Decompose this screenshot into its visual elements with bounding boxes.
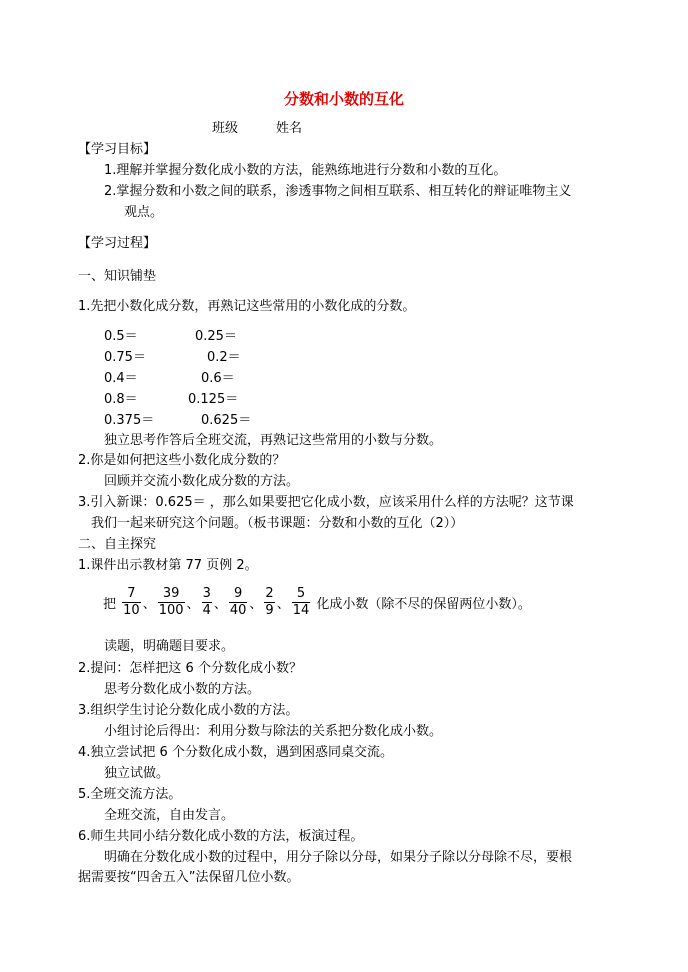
exploration-3: 3.组织学生讨论分数化成小数的方法。 [78,703,299,718]
decimal-item: 0.625＝ [201,413,252,428]
decimal-item: 0.125＝ [188,392,239,407]
fraction [158,586,185,619]
fraction-separator: 、 [186,597,200,612]
question-2-note: 回顾并交流小数化成分数的方法。 [104,474,300,489]
exploration-2: 2.提问：怎样把这 6 个分数化成小数？ [78,661,302,676]
fraction-numerator: 2 [265,586,274,601]
section-2-heading: 二、自主探究 [78,537,157,552]
decimal-item: 0.5＝ [104,329,138,344]
exploration-3-note: 小组讨论后得出：利用分数与除法的关系把分数化成小数。 [104,724,443,739]
process-heading: 【学习过程】 [78,236,157,251]
fraction-denominator: 14 [292,603,310,618]
fraction-separator: 、 [249,597,263,612]
exploration-1: 1.课件出示教材第 77 页例 2。 [78,558,258,573]
fraction-denominator: 40 [229,603,247,618]
question-2: 2.你是如何把这些小数化成分数的？ [78,453,286,468]
fraction-numerator: 5 [292,586,311,603]
fraction [229,586,248,619]
decimal-item: 0.375＝ [104,413,155,428]
fraction-row-prefix: 把 [103,597,117,612]
fraction-numerator: 3 [202,586,211,601]
decimal-item: 0.75＝ [104,350,146,365]
goal-1: 1.理解并掌握分数化成小数的方法，能熟练地进行分数和小数的互化。 [104,163,507,178]
exploration-6-note: 明确在分数化成小数的过程中，用分子除以分母，如果分子除以分母除不尽，要根 [104,850,573,865]
fraction-separator: 、 [142,597,156,612]
question-1: 1.先把小数化成分数，再熟记这些常用的小数化成的分数。 [78,299,416,314]
fraction-denominator: 4 [202,603,211,618]
decimal-item: 0.25＝ [195,329,237,344]
goal-2: 2.掌握分数和小数之间的联系，渗透事物之间相互联系、相互转化的辩证唯物主义 [104,184,572,199]
fraction-row [103,586,531,619]
decimal-item: 0.6＝ [201,371,235,386]
question-3: 3.引入新课：0.625＝ ，那么如果要把它化成小数，应该采用什么样的方法呢？这节课 [78,495,574,510]
fraction-separator: 、 [276,597,290,612]
decimal-item: 0.2＝ [207,350,241,365]
exploration-6: 6.师生共同小结分数化成小数的方法，板演过程。 [78,829,364,844]
fraction [122,586,141,619]
fraction-denominator: 100 [158,603,184,618]
page-title: 分数和小数的互化 [283,90,404,108]
fraction-numerator: 7 [122,586,141,603]
fraction-denominator: 9 [265,603,274,618]
fraction-separator: 、 [213,597,227,612]
exploration-5-note: 全班交流，自由发言。 [104,808,235,823]
goal-2-cont: 观点。 [124,205,164,220]
section-1-heading: 一、知识铺垫 [78,269,157,284]
name-label: 姓名 [276,121,303,136]
exploration-4-note: 独立试做。 [104,766,170,781]
question-1-note: 独立思考作答后全班交流，再熟记这些常用的小数与分数。 [104,433,443,448]
fraction-numerator: 9 [229,586,248,603]
exploration-2-note: 思考分数化成小数的方法。 [104,682,261,697]
exploration-1-note: 读题，明确题目要求。 [104,639,235,654]
exploration-4: 4.独立尝试把 6 个分数化成小数，遇到困惑同桌交流。 [78,745,393,760]
fraction [202,586,212,619]
class-label: 班级 [212,121,239,136]
question-3-cont: 我们一起来研究这个问题。（板书课题：分数和小数的互化（2）） [91,516,464,531]
fraction [264,586,274,619]
decimal-item: 0.8＝ [104,392,138,407]
exploration-5: 5.全班交流方法。 [78,787,182,802]
fraction-row-suffix: 化成小数（除不尽的保留两位小数）。 [316,597,531,612]
fraction [292,586,311,619]
goals-heading: 【学习目标】 [78,142,157,157]
fraction-numerator: 39 [158,586,185,603]
fraction-denominator: 10 [123,603,140,618]
exploration-6-note-cont: 据需要按“四舍五入”法保留几位小数。 [78,870,300,885]
decimal-item: 0.4＝ [104,371,138,386]
